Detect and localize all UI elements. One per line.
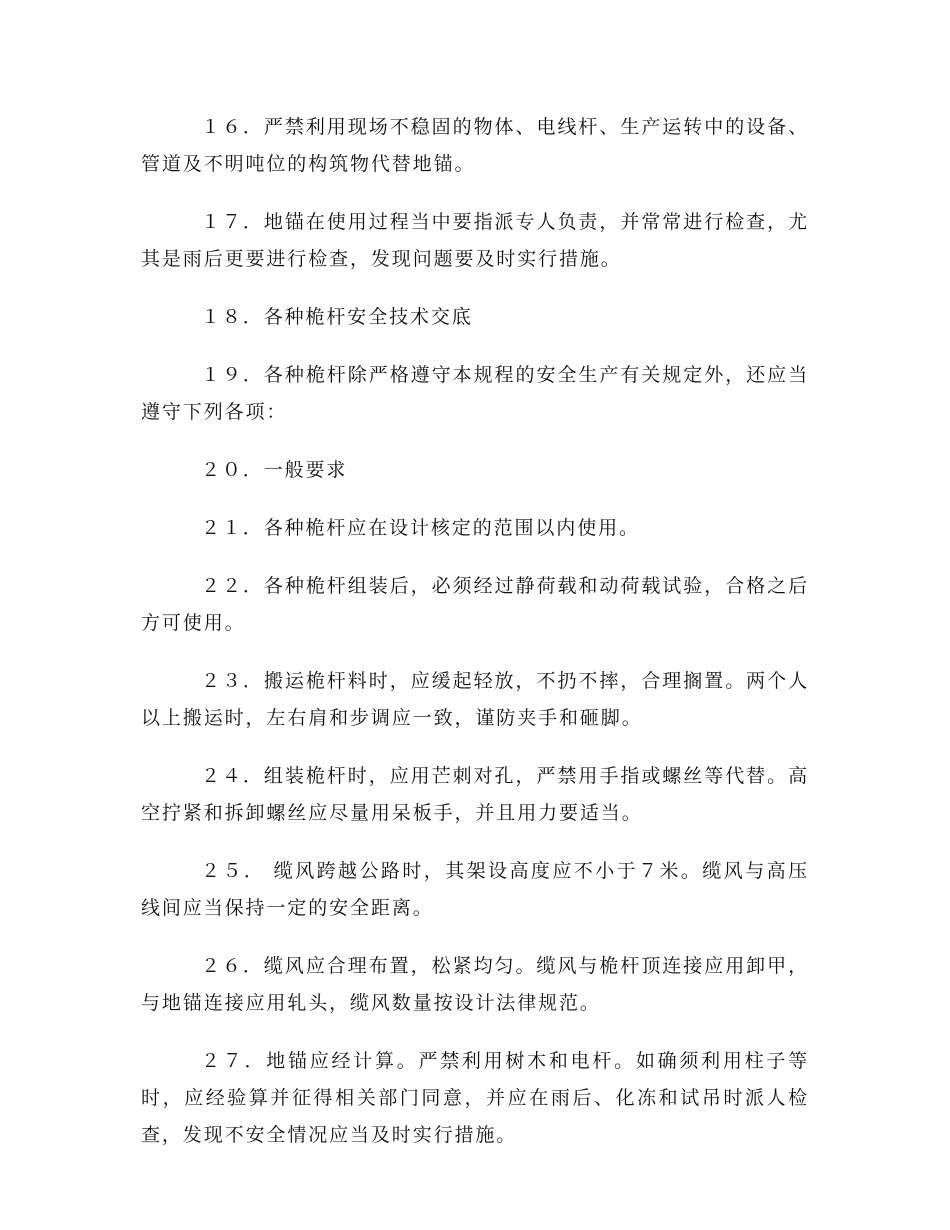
paragraph-20: ２０．一般要求 [201,459,348,481]
paragraph-22: ２２．各种桅杆组装后，必须经过静荷载和动荷载试验，合格之后方可使用。 [141,575,809,634]
document-body [141,109,809,1175]
paragraph-24: ２４．组装桅杆时，应用芒刺对孔，严禁用手指或螺丝等代替。高空拧紧和拆卸螺丝应尽量用呆板手，并且用力要适当。 [141,765,809,824]
paragraph-23: ２３．搬运桅杆料时，应缓起轻放，不扔不摔，合理搁置。两个人以上搬运时，左右肩和步调应一致，谨防夹手和砸脚。 [141,670,809,729]
paragraph-21: ２１．各种桅杆应在设计核定的范围以内使用。 [201,517,640,539]
paragraph-26: ２６．缆风应合理布置，松紧均匀。缆风与桅杆顶连接应用卸甲，与地锚连接应用轧头，缆风数量按设计法律规范。 [141,955,809,1014]
paragraph-16: １６．严禁利用现场不稳固的物体、电线杆、生产运转中的设备、管道及不明吨位的构筑物代替地锚。 [141,116,809,175]
paragraph-19: １９．各种桅杆除严格遵守本规程的安全生产有关规定外，还应当遵守下列各项： [141,364,809,423]
paragraph-27: ２７．地锚应经计算。严禁利用树木和电杆。如确须利用柱子等时，应经验算并征得相关部门同意，并应在雨后、化冻和试吊时派人检查，发现不安全情况应当及时实行措施。 [141,1050,809,1146]
paragraph-18: １８．各种桅杆安全技术交底 [201,306,473,328]
paragraph-25: ２５． 缆风跨越公路时，其架设高度应不小于７米。缆风与高压线间应当保持一定的安全距离。 [141,860,809,919]
paragraph-17: １７．地锚在使用过程当中要指派专人负责，并常常进行检查，尤其是雨后更要进行检查，发现问题要及时实行措施。 [141,211,809,270]
